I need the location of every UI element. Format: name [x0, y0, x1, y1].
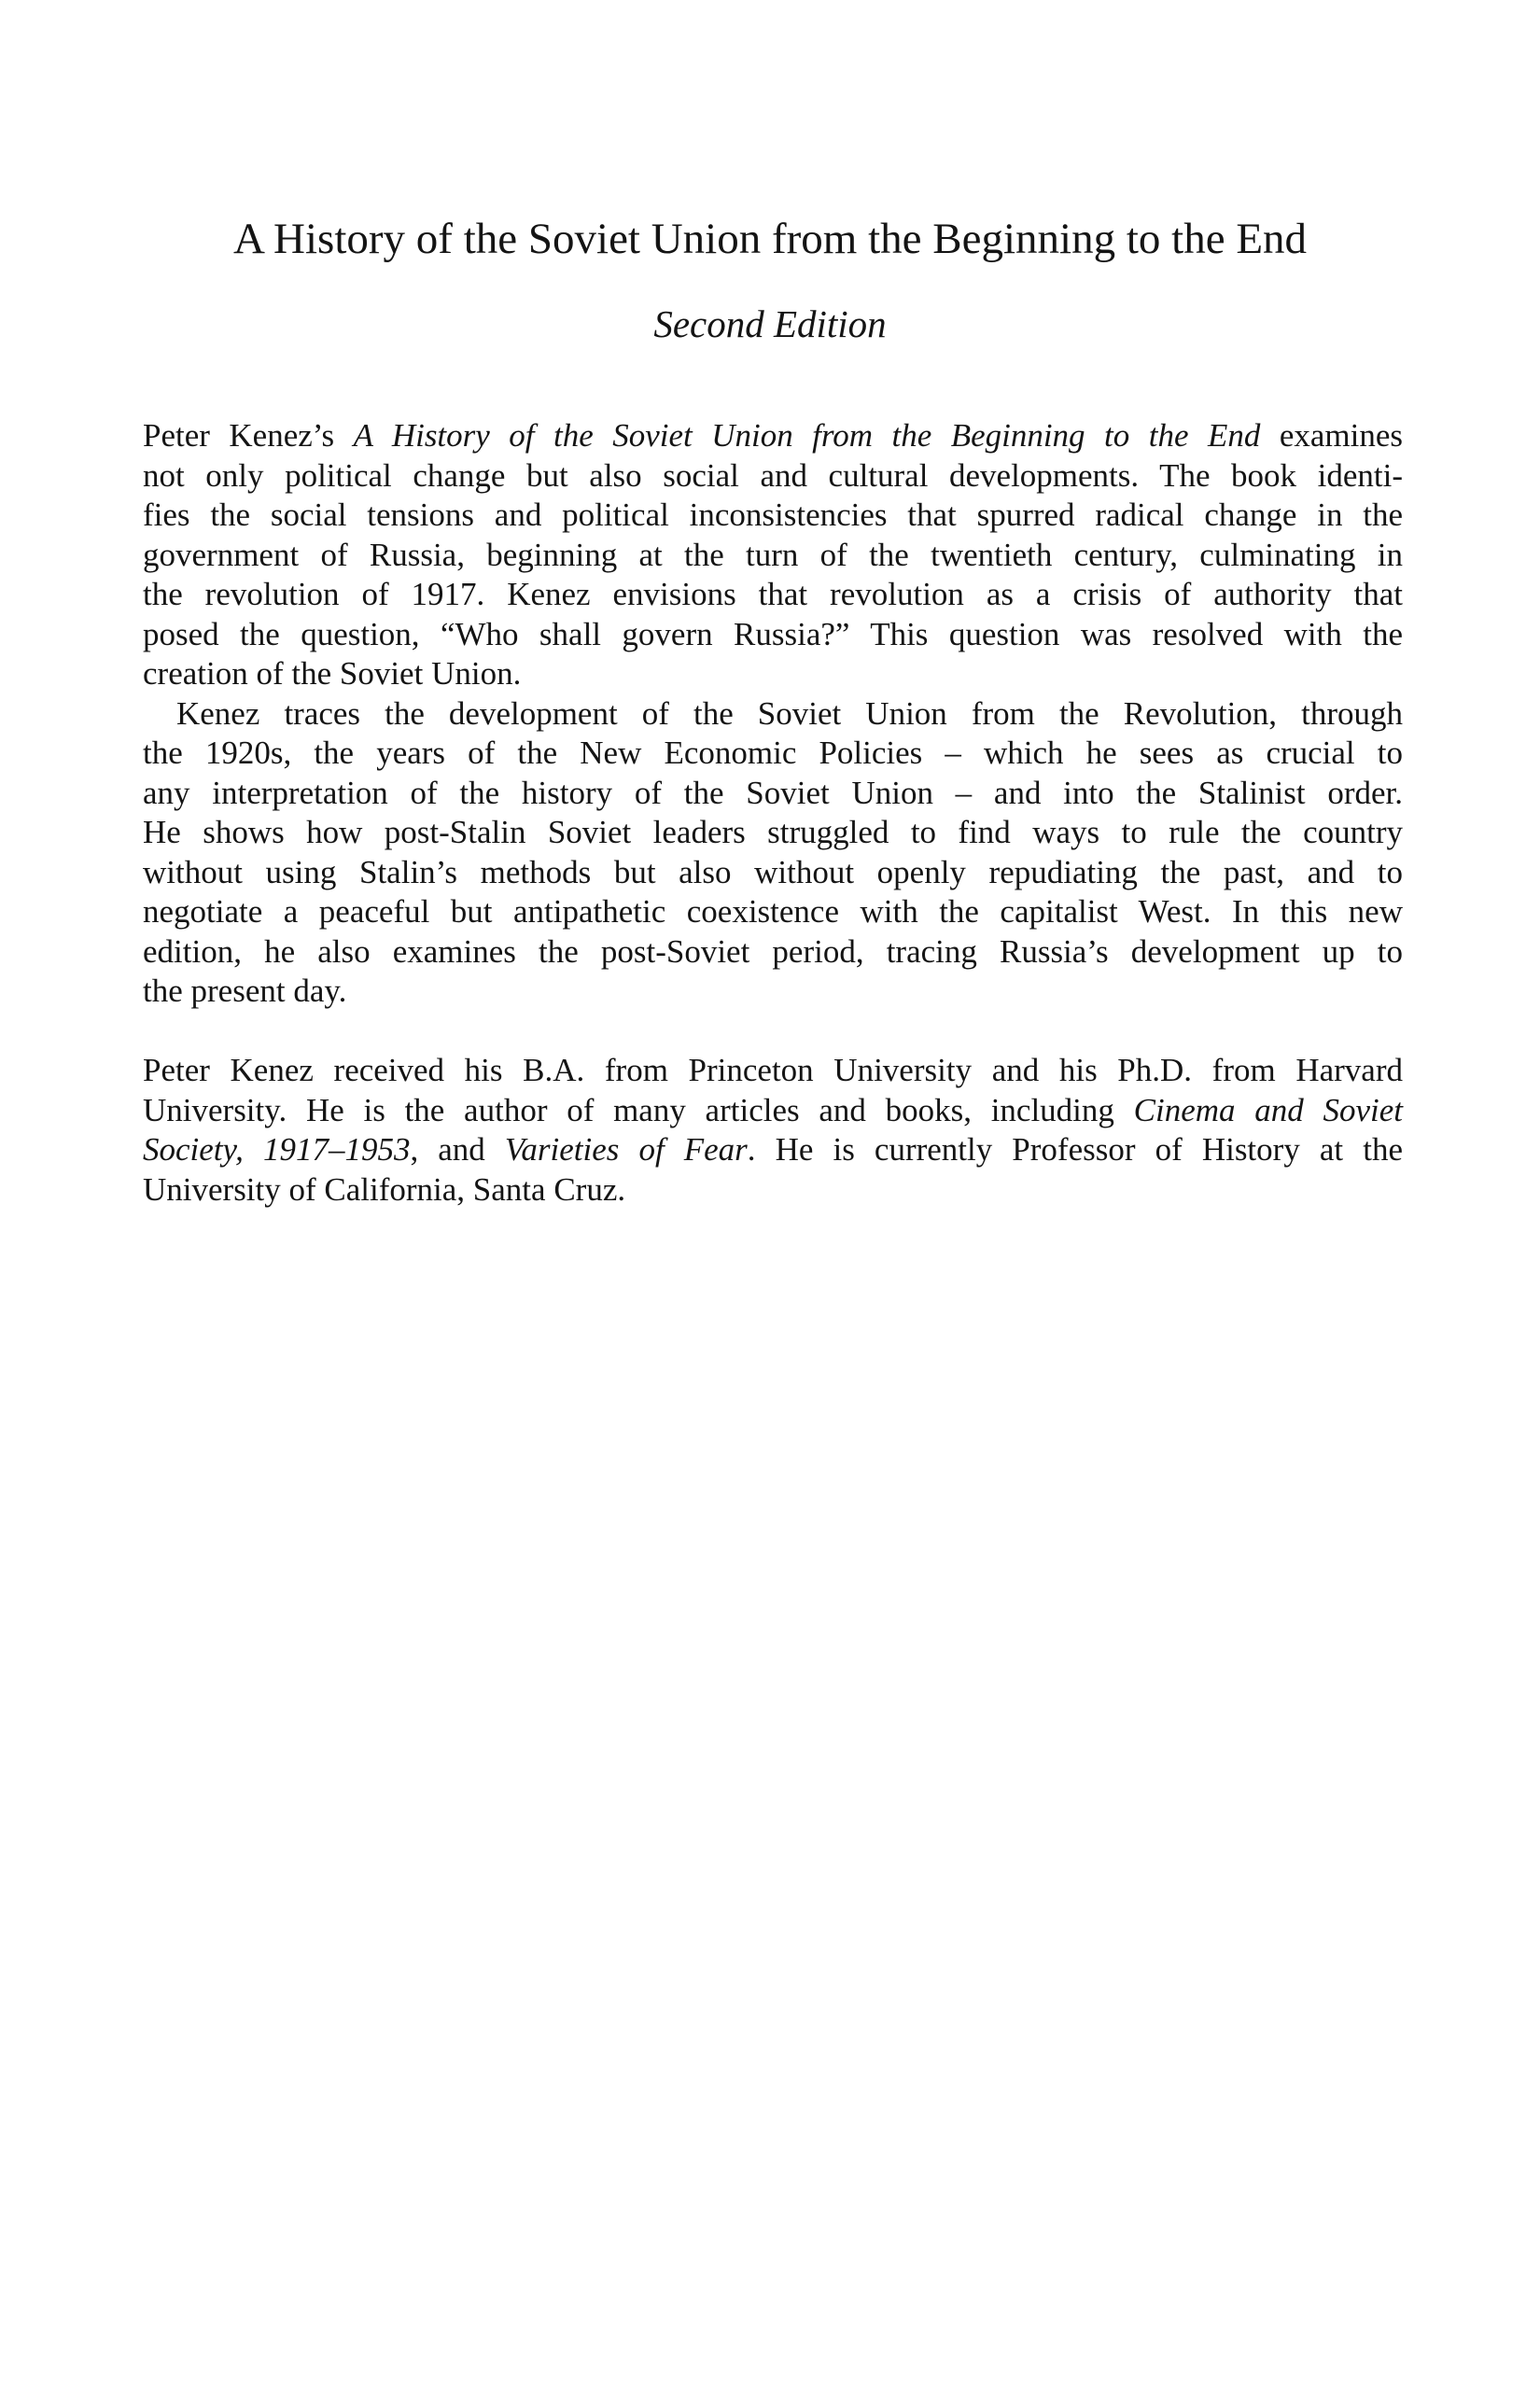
text-line: negotiate a peaceful but antipathetic coexistence with the capitalist West. In this new: [143, 893, 1403, 930]
text-line: any interpretation of the history of the Soviet Union – and into the Stalinist order.: [143, 774, 1403, 811]
text-line: Peter Kenez received his B.A. from Princeton University and his Ph.D. from Harvard: [143, 1052, 1403, 1088]
text-line: the present day.: [143, 973, 347, 1009]
author-bio: [143, 1051, 1403, 1210]
text-run: , and: [410, 1131, 505, 1168]
paragraph-gap: [143, 1012, 1403, 1052]
book-title-italic: Society, 1917–1953: [143, 1131, 411, 1168]
text-line: University of California, Santa Cruz.: [143, 1170, 626, 1208]
text-line: creation of the Soviet Union.: [143, 655, 522, 692]
book-title-italic: Varieties of Fear: [504, 1131, 748, 1168]
text-line: government of Russia, beginning at the turn of the twentieth century, culminating in: [143, 536, 1403, 573]
text-line: [143, 1130, 1403, 1170]
blurb-paragraph-1: [143, 416, 1403, 694]
text-line: edition, he also examines the post-Soviet period, tracing Russia’s development up to: [143, 932, 1403, 970]
text-line: [143, 416, 1403, 456]
book-title-italic: A History of the Soviet Union from the Beginning to the End: [353, 417, 1261, 454]
text-line: [143, 1091, 1403, 1131]
text-line: Kenez traces the development of the Soviet Union from the Revolution, through: [176, 694, 1403, 732]
book-title: A History of the Soviet Union from the Beginning to the End: [232, 215, 1308, 263]
text-line: the revolution of 1917. Kenez envisions that revolution as a crisis of authority that: [143, 576, 1403, 612]
text-run: University. He is the author of many articles and books, including: [143, 1091, 1134, 1128]
text-run: . He is currently Professor of History at the: [747, 1131, 1403, 1168]
book-title-italic: Cinema and Soviet: [1133, 1091, 1403, 1128]
page-body: [143, 416, 1403, 1210]
text-run: examines: [1260, 417, 1403, 454]
text-line: posed the question, “Who shall govern Russia?” This question was resolved with the: [143, 615, 1403, 652]
text-line: the 1920s, the years of the New Economic Policies – which he sees as crucial to: [143, 735, 1403, 771]
text-line: fies the social tensions and political inconsistencies that spurred radical change in the: [143, 497, 1403, 533]
text-line: not only political change but also social and cultural developments. The book identi-: [143, 456, 1403, 494]
text-run: Peter Kenez’s: [143, 417, 354, 454]
edition-subtitle: Second Edition: [653, 302, 887, 345]
blurb-paragraph-2: [143, 694, 1403, 1012]
text-line: He shows how post-Stalin Soviet leaders struggled to find ways to rule the country: [143, 814, 1403, 850]
text-line: without using Stalin’s methods but also without openly repudiating the past, and to: [143, 853, 1403, 890]
